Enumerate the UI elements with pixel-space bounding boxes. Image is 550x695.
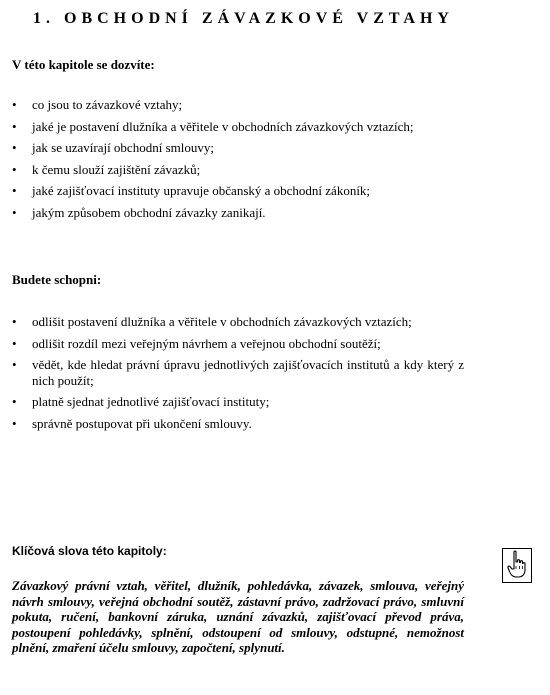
bullet-icon: • — [12, 394, 17, 409]
list-item: • správně postupovat při ukončení smlouvy. — [12, 415, 252, 431]
list-item: • odlišit postavení dlužníka a věřitele v obchodních závazkových vztazích; — [12, 314, 412, 329]
keywords-heading: Klíčová slova této kapitoly: — [12, 544, 167, 558]
bullet-icon: • — [12, 314, 17, 329]
bullet-icon: • — [12, 357, 17, 372]
able-list — [12, 314, 464, 437]
bullet-icon: • — [12, 415, 17, 431]
bullet-icon: • — [12, 97, 17, 112]
list-item: • platně sjednat jednotlivé zajišťovací instituty; — [12, 394, 270, 409]
list-item: • jaké je postavení dlužníka a věřitele v obchodních závazkových vztazích; — [12, 118, 414, 134]
able-section-heading: Budete schopni: — [12, 272, 102, 287]
list-item: • jakým způsobem obchodní závazky zanikají. — [12, 204, 266, 220]
bullet-icon: • — [12, 118, 17, 134]
list-item: • odlišit rozdíl mezi veřejným návrhem a veřejnou obchodní soutěží; — [12, 335, 381, 351]
bullet-icon: • — [12, 161, 17, 177]
margin-icon-box — [502, 548, 532, 583]
learn-section-heading: V této kapitole se dozvíte: — [12, 57, 155, 72]
learn-list — [12, 97, 464, 226]
pointing-hand-icon — [503, 549, 530, 581]
keywords-text: Závazkový právní vztah, věřitel, dlužník, pohledávka, závazek, smlouva, veřejný návrh smlouvy, veřejná obchodní soutěž, zástavní právo, zadržovací právo, smluvní pokuta, ručení, bankovní záruka, uznání závazků, zajišťovací převod práva, postoupení pohledávky, splnění, odstoupení od smlouvy, odstupné, nemožnost plnění, zmaření účelu smlouvy, započtení, splynutí. — [12, 578, 464, 655]
bullet-icon: • — [12, 183, 17, 198]
bullet-icon: • — [12, 204, 17, 220]
list-item: • jak se uzavírají obchodní smlouvy; — [12, 140, 214, 155]
list-item: • co jsou to závazkové vztahy; — [12, 97, 183, 112]
list-item: • k čemu slouží zajištění závazků; — [12, 161, 201, 177]
bullet-icon: • — [12, 335, 17, 351]
bullet-icon: • — [12, 140, 17, 155]
list-item: • vědět, kde hledat právní úpravu jednotlivých zajišťovacích institutů a kdy který z nich použít; — [12, 357, 464, 388]
list-item: • jaké zajišťovací instituty upravuje občanský a obchodní zákoník; — [12, 183, 371, 198]
chapter-title: 1. OBCHODNÍ ZÁVAZKOVÉ VZTAHY — [33, 10, 454, 27]
